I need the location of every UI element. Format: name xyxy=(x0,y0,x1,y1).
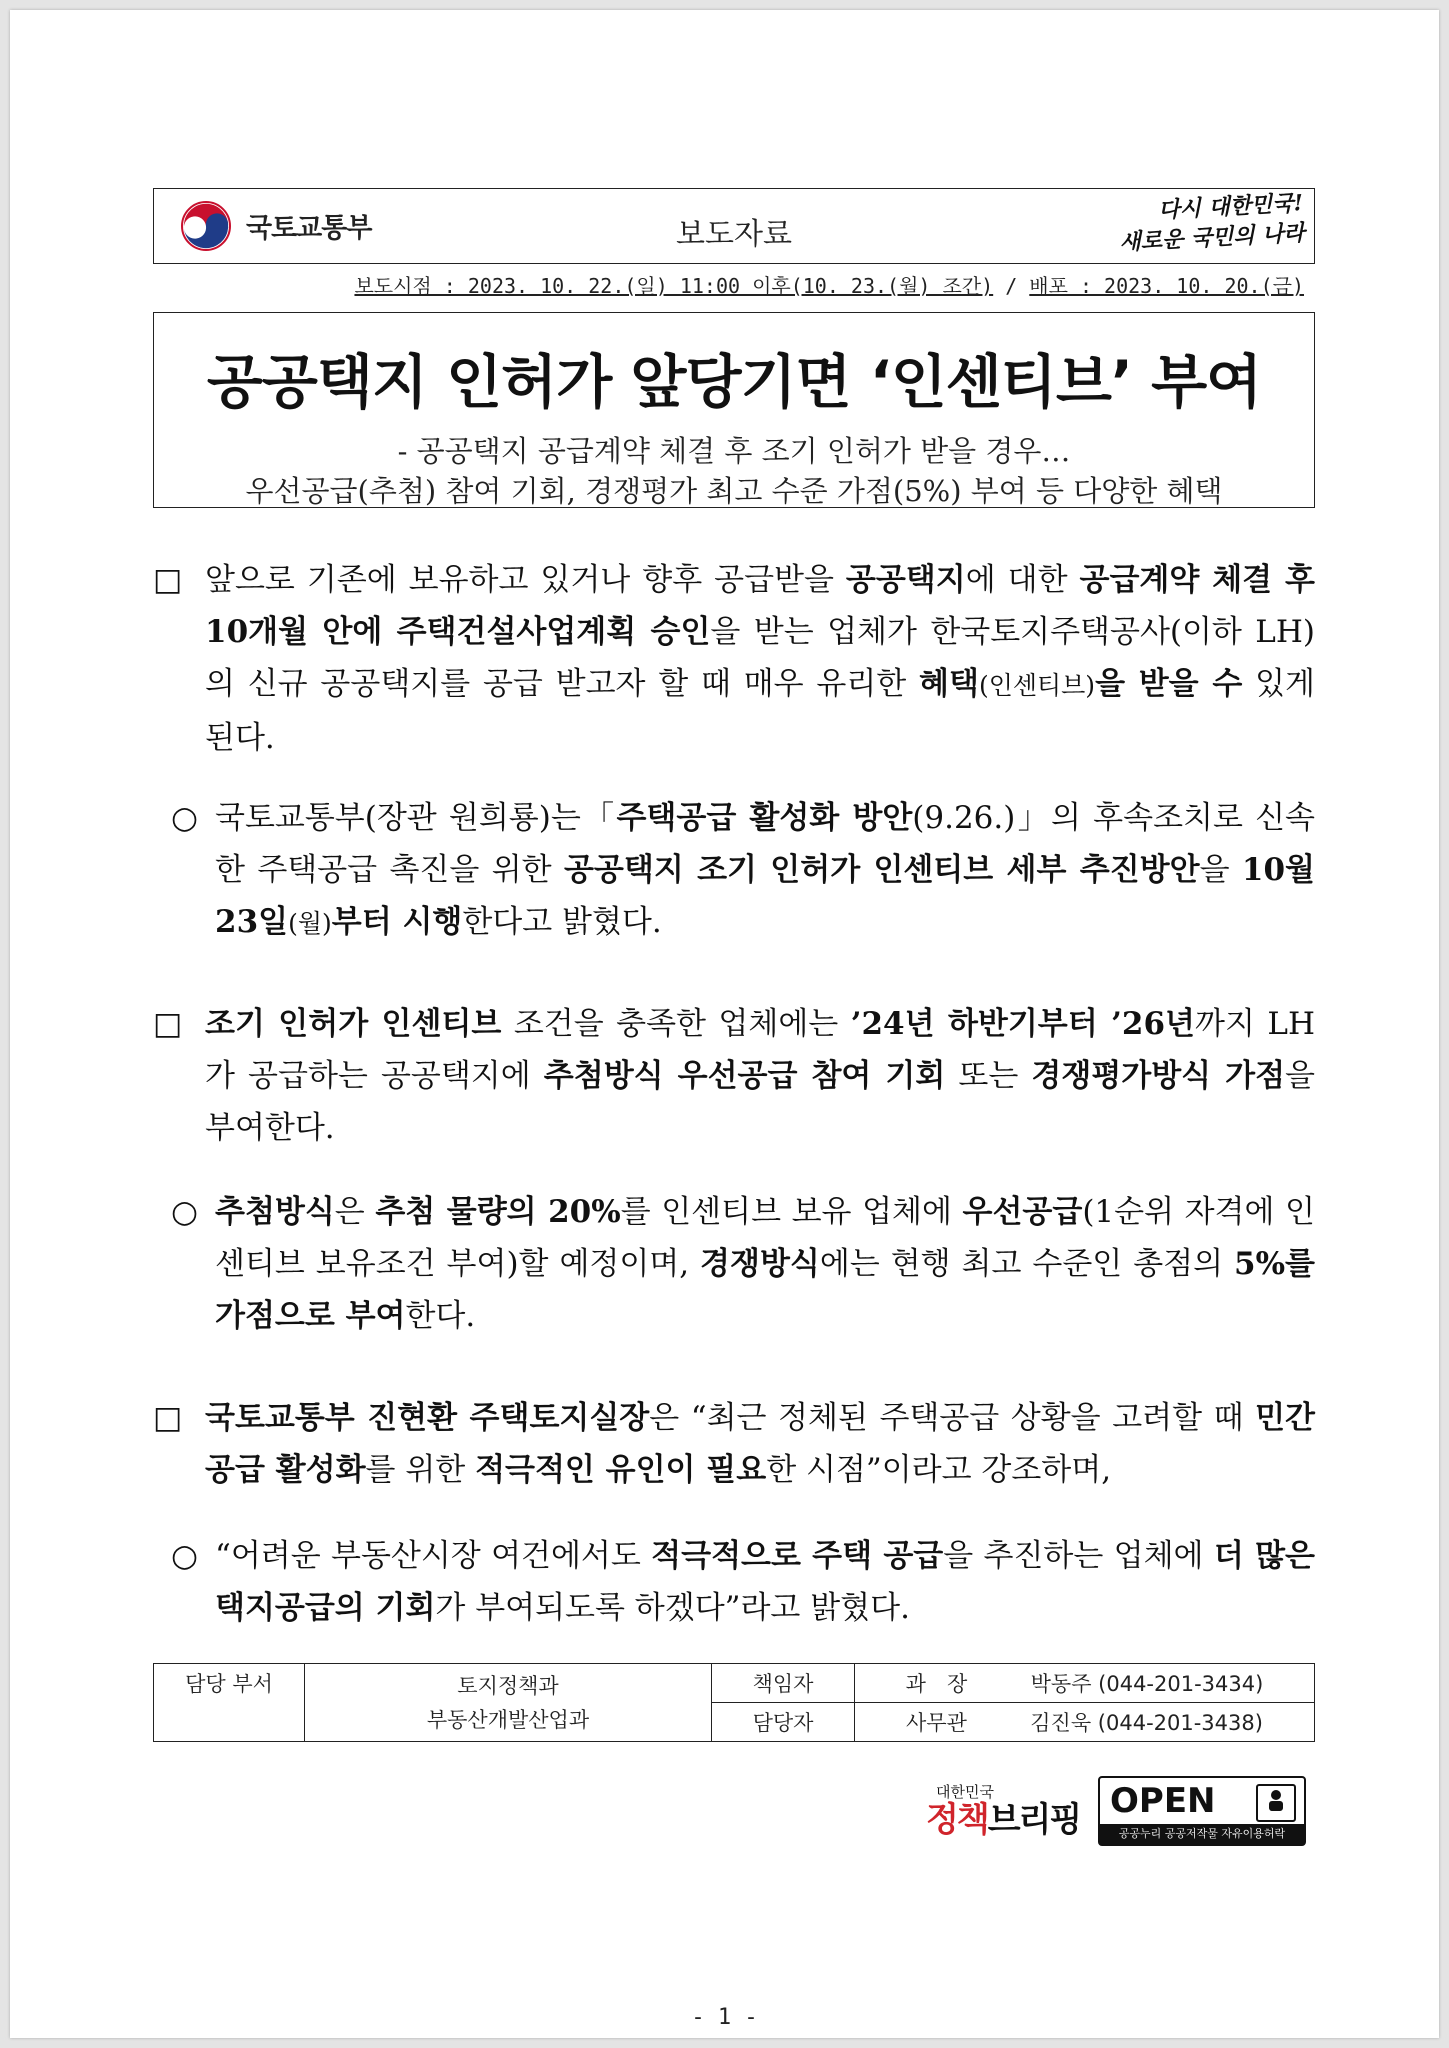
bold-run: 적극적으로 주택 공급 xyxy=(651,1538,944,1574)
open-subtitle: 공공누리 공공저작물 자유이용허락 xyxy=(1100,1824,1304,1844)
dept-name-2: 부동산개발산업과 xyxy=(426,1707,590,1732)
person-title: 과 장 xyxy=(905,1672,968,1696)
role-cell: 책임자 xyxy=(712,1664,855,1703)
page-title: 공공택지 인허가 앞당기면 ‘인센티브’ 부여 xyxy=(206,348,1262,416)
release-separator: / xyxy=(993,274,1030,298)
policy-briefing-logo xyxy=(926,1781,1086,1847)
text-run: 을 xyxy=(1199,852,1242,888)
circle-bullet: ○ xyxy=(171,1538,199,1574)
square-bullet: □ xyxy=(153,1400,183,1436)
paragraph-2 xyxy=(153,792,1315,950)
text-run: 을 받는 업체가 한국토지주택공사(이하 LH)의 신규 공공택지를 공급 받고자 할 때 매우 유리한 xyxy=(205,614,1315,702)
paragraph-text xyxy=(205,1392,1315,1496)
person-icon xyxy=(1256,1784,1296,1822)
bold-run: 혜택 xyxy=(919,666,979,702)
brief-dark-text: 브리핑 xyxy=(987,1800,1081,1840)
text-run: 가 부여되도록 하겠다”라고 밝혔다. xyxy=(435,1590,910,1626)
text-run: 은 xyxy=(334,1194,376,1230)
bold-run: ’24년 하반기부터 ’26년 xyxy=(850,1006,1195,1042)
title-box xyxy=(153,312,1315,508)
bold-run: 민간공급 활성화 xyxy=(205,1400,1315,1488)
bold-run: 공공택지 조기 인허가 인센티브 세부 추진방안 xyxy=(563,852,1200,888)
paragraph-4 xyxy=(153,1186,1315,1342)
document-page xyxy=(10,10,1439,2038)
bold-run: 을 받을 수 xyxy=(1095,666,1243,702)
bold-run: 추첨방식 우선공급 참여 기회 xyxy=(543,1058,946,1094)
paragraph-text xyxy=(205,554,1315,764)
circle-bullet: ○ xyxy=(171,800,199,836)
text-run: 있게 된다. xyxy=(205,666,1315,756)
text-run: 을 부여한다. xyxy=(205,1058,1315,1146)
bold-run: 5%를 가점으로 부여 xyxy=(215,1246,1315,1334)
text-run: 조건을 충족한 업체에는 xyxy=(501,1006,851,1042)
circle-bullet: ○ xyxy=(171,1194,199,1230)
brief-red-text: 정책 xyxy=(926,1800,988,1840)
slogan-line-1: 다시 대한민국! xyxy=(1157,189,1304,224)
text-run: 에 대한 xyxy=(965,562,1080,598)
subtitle-1: - 공공택지 공급계약 체결 후 조기 인허가 받을 경우… xyxy=(397,434,1071,468)
bold-run: 적극적인 유인이 필요 xyxy=(475,1452,767,1488)
brief-big-text xyxy=(926,1802,1086,1838)
brief-small-text: 대한민국 xyxy=(936,1783,994,1801)
bold-run: 경쟁평가방식 가점 xyxy=(1031,1058,1286,1094)
dept-name-1: 토지정책과 xyxy=(457,1673,559,1698)
attribution-icon xyxy=(1258,1786,1294,1820)
bold-run: 부터 시행 xyxy=(331,904,463,940)
text-run: 를 인센티브 보유 업체에 xyxy=(620,1194,963,1230)
bold-run: 공급계약 체결 후 10개월 안에 주택건설사업계획 승인 xyxy=(205,562,1315,650)
page-number: - 1 - xyxy=(691,2005,758,2030)
text-run: 앞으로 기존에 보유하고 있거나 향후 공급받을 xyxy=(205,562,846,598)
text-run: 를 위한 xyxy=(365,1452,476,1488)
distribution-date: 배포 : 2023. 10. 20.(금) xyxy=(1029,274,1304,298)
text-run: 에는 현행 최고 수준인 총점의 xyxy=(819,1246,1235,1282)
paragraph-5 xyxy=(153,1392,1315,1496)
bold-run: 주택공급 활성화 방안 xyxy=(616,800,913,836)
text-run: (월) xyxy=(288,909,332,938)
paragraph-6 xyxy=(153,1530,1315,1634)
person-cell xyxy=(855,1664,1315,1703)
contact-table xyxy=(153,1663,1315,1742)
text-run: (9.26.)」의 후속조치로 신속한 주택공급 촉진을 위한 xyxy=(215,800,1315,888)
text-run: 또는 xyxy=(945,1058,1032,1094)
paragraph-text xyxy=(215,1530,1315,1634)
bold-run: 경쟁방식 xyxy=(700,1246,820,1282)
release-info xyxy=(354,270,1304,299)
dept-names xyxy=(305,1664,712,1742)
square-bullet: □ xyxy=(153,562,183,598)
open-word: OPEN xyxy=(1110,1781,1216,1821)
person-contact: 박동주 (044-201-3434) xyxy=(1030,1672,1264,1696)
text-run: 한다. xyxy=(405,1298,476,1334)
paragraph-3 xyxy=(153,998,1315,1154)
doc-type-label: 보도자료 xyxy=(676,217,792,252)
bold-run: 추첨 물량의 20% xyxy=(375,1194,621,1230)
square-bullet: □ xyxy=(153,1006,183,1042)
person-title: 사무관 xyxy=(906,1711,967,1735)
text-run: (인센티브) xyxy=(978,671,1096,700)
role-cell: 담당자 xyxy=(712,1703,855,1742)
subtitle-2: 우선공급(추첨) 참여 기회, 경쟁평가 최고 수준 가점(5%) 부여 등 다양한 혜택 xyxy=(245,474,1223,508)
release-time: 보도시점 : 2023. 10. 22.(일) 11:00 이후(10. 23.(월) 조간) xyxy=(354,274,994,298)
text-run: 을 추진하는 업체에 xyxy=(943,1538,1214,1574)
bold-run: 추첨방식 xyxy=(215,1194,335,1230)
bold-run: 더 많은 택지공급의 기회 xyxy=(215,1538,1315,1626)
paragraph-1 xyxy=(153,554,1315,764)
paragraph-text xyxy=(205,998,1315,1154)
person-cell xyxy=(855,1703,1315,1742)
text-run: 한 시점”이라고 강조하며, xyxy=(766,1452,1112,1488)
text-run: “어려운 부동산시장 여건에서도 xyxy=(215,1538,652,1574)
person-contact: 김진욱 (044-201-3438) xyxy=(1030,1711,1263,1735)
text-run: 국토교통부(장관 원희룡)는「 xyxy=(215,800,617,836)
text-run: 은 “최근 정체된 주택공급 상황을 고려할 때 xyxy=(649,1400,1256,1436)
text-run: (1순위 자격에 인센티브 보유조건 부여)할 예정이며, xyxy=(215,1194,1315,1282)
dept-label: 담당 부서 xyxy=(154,1664,305,1742)
bold-run: 조기 인허가 인센티브 xyxy=(205,1006,502,1042)
paragraph-text xyxy=(215,792,1315,950)
table-row xyxy=(154,1664,1315,1703)
text-run: 한다고 밝혔다. xyxy=(462,904,662,940)
text-run: 까지 LH가 공급하는 공공택지에 xyxy=(205,1006,1315,1094)
paragraph-text xyxy=(215,1186,1315,1342)
kogl-open-logo xyxy=(1098,1776,1306,1846)
header-box xyxy=(153,188,1315,264)
slogan-line-2: 새로운 국민의 나라 xyxy=(1118,219,1306,256)
ministry-name: 국토교통부 xyxy=(246,213,372,244)
bold-run: 우선공급 xyxy=(962,1194,1083,1230)
bold-run: 공공택지 xyxy=(845,562,966,598)
bold-run: 국토교통부 진현환 주택토지실장 xyxy=(205,1400,650,1436)
bold-run: 10월 23일 xyxy=(215,852,1315,940)
